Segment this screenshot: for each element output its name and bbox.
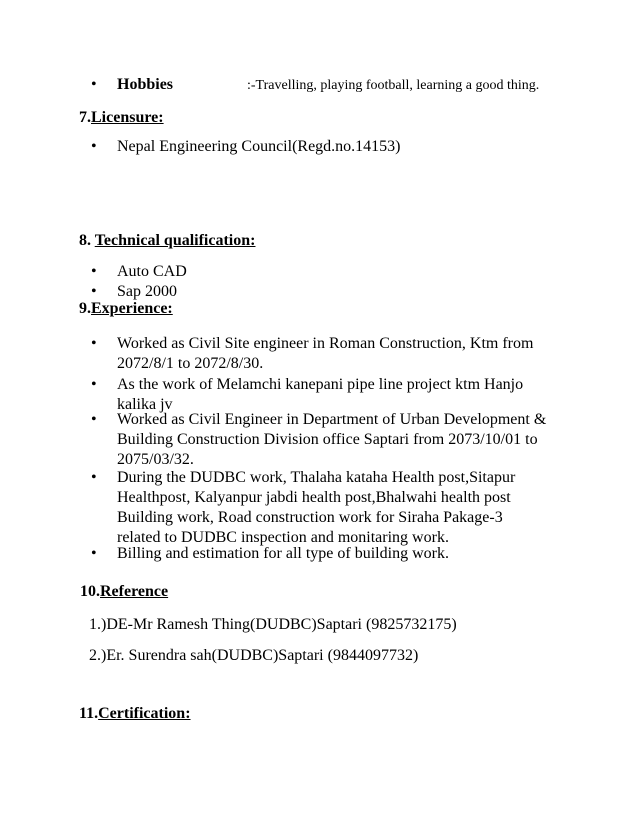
- bullet: •: [91, 376, 97, 393]
- section-number: 7.: [79, 109, 91, 126]
- hobbies-label: Hobbies: [117, 76, 174, 93]
- reference-item: 1.)DE-Mr Ramesh Thing(DUDBC)Saptari (9825732175): [89, 616, 457, 633]
- section-title: Technical qualification:: [94, 232, 256, 249]
- experience-line: 2075/03/32.: [117, 451, 194, 468]
- section-title: Experience:: [91, 300, 173, 317]
- licensure-heading: [79, 109, 164, 127]
- experience-line: Worked as Civil Site engineer in Roman Construction, Ktm from: [117, 335, 534, 352]
- bullet: •: [91, 138, 97, 155]
- section-number: 10.: [80, 583, 100, 600]
- technical-heading: [79, 232, 255, 250]
- technical-item: Auto CAD: [117, 263, 187, 280]
- bullet: •: [91, 263, 97, 280]
- reference-item: 2.)Er. Surendra sah(DUDBC)Saptari (9844097732): [89, 647, 419, 664]
- hobbies-value: :-Travelling, playing football, learning a good thing.: [247, 78, 540, 93]
- bullet: •: [91, 335, 97, 352]
- experience-line: Building work, Road construction work for Siraha Pakage-3: [117, 509, 503, 526]
- experience-line: Building Construction Division office Saptari from 2073/10/01 to: [117, 431, 538, 448]
- experience-line: Worked as Civil Engineer in Department of Urban Development &: [117, 411, 547, 428]
- experience-line: Billing and estimation for all type of building work.: [117, 545, 449, 562]
- certification-heading: [79, 705, 191, 723]
- experience-line: Healthpost, Kalyanpur jabdi health post,Bhalwahi health post: [117, 489, 511, 506]
- experience-line: kalika jv: [117, 396, 173, 413]
- section-number: 11.: [79, 705, 99, 722]
- bullet: •: [91, 469, 97, 486]
- reference-heading: [80, 583, 168, 601]
- licensure-item: Nepal Engineering Council(Regd.no.14153): [117, 138, 401, 155]
- section-title: Certification:: [98, 705, 191, 722]
- experience-heading: [79, 300, 173, 318]
- technical-item: Sap 2000: [117, 283, 177, 300]
- experience-line: During the DUDBC work, Thalaha kataha Health post,Sitapur: [117, 469, 516, 486]
- experience-line: related to DUDBC inspection and monitaring work.: [117, 529, 449, 546]
- section-number: 8.: [79, 232, 95, 249]
- bullet: •: [91, 283, 97, 300]
- bullet: •: [91, 76, 97, 93]
- section-title: Licensure:: [91, 109, 164, 126]
- bullet: •: [91, 411, 97, 428]
- bullet: •: [91, 545, 97, 562]
- experience-line: As the work of Melamchi kanepani pipe line project ktm Hanjo: [117, 376, 524, 393]
- section-number: 9.: [79, 300, 91, 317]
- section-title: Reference: [100, 583, 169, 600]
- experience-line: 2072/8/1 to 2072/8/30.: [117, 355, 264, 372]
